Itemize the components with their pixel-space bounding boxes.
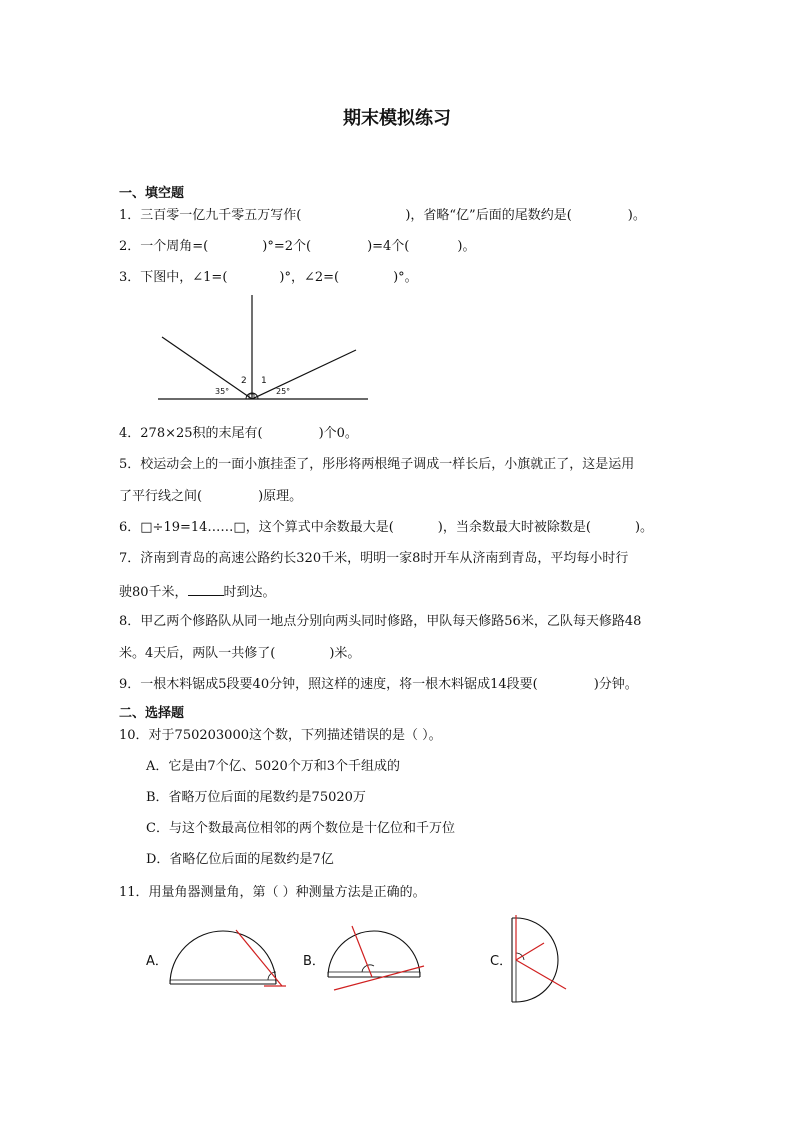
- question-6: 6．□÷19=14……□，这个算式中余数最大是( )，当余数最大时被除数是( )。: [119, 520, 654, 535]
- question-11: 11．用量角器测量角，第（ ）种测量方法是正确的。: [119, 885, 426, 900]
- left-ray: [162, 337, 252, 399]
- option-c-label: C．: [490, 954, 513, 969]
- section-heading-multiple-choice: 二、选择题: [119, 706, 185, 721]
- question-8-line-2: 米。4天后，两队一共修了( )米。: [119, 646, 361, 661]
- question-5-line-2: 了平行线之间( )原理。: [119, 489, 303, 504]
- right-ray: [252, 350, 356, 399]
- red-ray-b2: [334, 966, 424, 990]
- option-b-label: B．: [303, 954, 325, 969]
- question-8-line-1: 8．甲乙两个修路队从同一地点分别向两头同时修路，甲队每天修路56米，乙队每天修路48: [119, 614, 642, 629]
- section-heading-fill-blank: 一、填空题: [119, 186, 185, 201]
- protractor-figure-a: [168, 920, 298, 990]
- angle-label-2: 2: [241, 376, 247, 386]
- protractor-figure-c: [508, 915, 578, 1005]
- protractor-figure-b: [326, 922, 436, 1002]
- angle-label-35: 35°: [215, 387, 230, 396]
- question-1: 1．三百零一亿九千零五万写作( )，省略“亿”后面的尾数约是( )。: [119, 208, 646, 223]
- question-7-line-2: 驶80千米， 时到达。: [119, 582, 276, 602]
- page-title: 期末模拟练习: [343, 108, 451, 129]
- question-4: 4．278×25积的末尾有( )个0。: [119, 426, 358, 441]
- question-10-option-b: B．省略万位后面的尾数约是75020万: [146, 790, 366, 805]
- angle-label-25: 25°: [276, 387, 291, 396]
- option-a-label: A．: [146, 954, 168, 969]
- question-5-line-1: 5．校运动会上的一面小旗挂歪了，彤彤将两根绳子调成一样长后，小旗就正了，这是运用: [119, 457, 635, 472]
- question-10-option-a: A．它是由7个亿、5020个万和3个千组成的: [146, 759, 401, 774]
- question-9: 9．一根木料锯成5段要40分钟，照这样的速度，将一根木料锯成14段要( )分钟。: [119, 677, 638, 692]
- red-ray-c2: [516, 960, 566, 989]
- question-2: 2．一个周角=( )°=2个( )=4个( )。: [119, 239, 476, 254]
- red-ray-c3: [516, 943, 544, 960]
- red-ray-a1: [236, 930, 282, 986]
- question-10-option-d: D．省略亿位后面的尾数约是7亿: [146, 852, 334, 867]
- question-10-option-c: C．与这个数最高位相邻的两个数位是十亿位和千万位: [146, 821, 455, 836]
- red-ray-b1: [352, 926, 372, 977]
- question-7-line-1: 7．济南到青岛的高速公路约长320千米，明明一家8时开车从济南到青岛，平均每小时行: [119, 551, 629, 566]
- question-10: 10．对于750203000这个数，下列描述错误的是（ ）。: [119, 728, 442, 743]
- angle-label-1: 1: [261, 376, 267, 386]
- angle-figure: [150, 292, 370, 402]
- answer-underline: [188, 582, 224, 596]
- question-3: 3．下图中，∠1=( )°，∠2=( )°。: [119, 270, 418, 285]
